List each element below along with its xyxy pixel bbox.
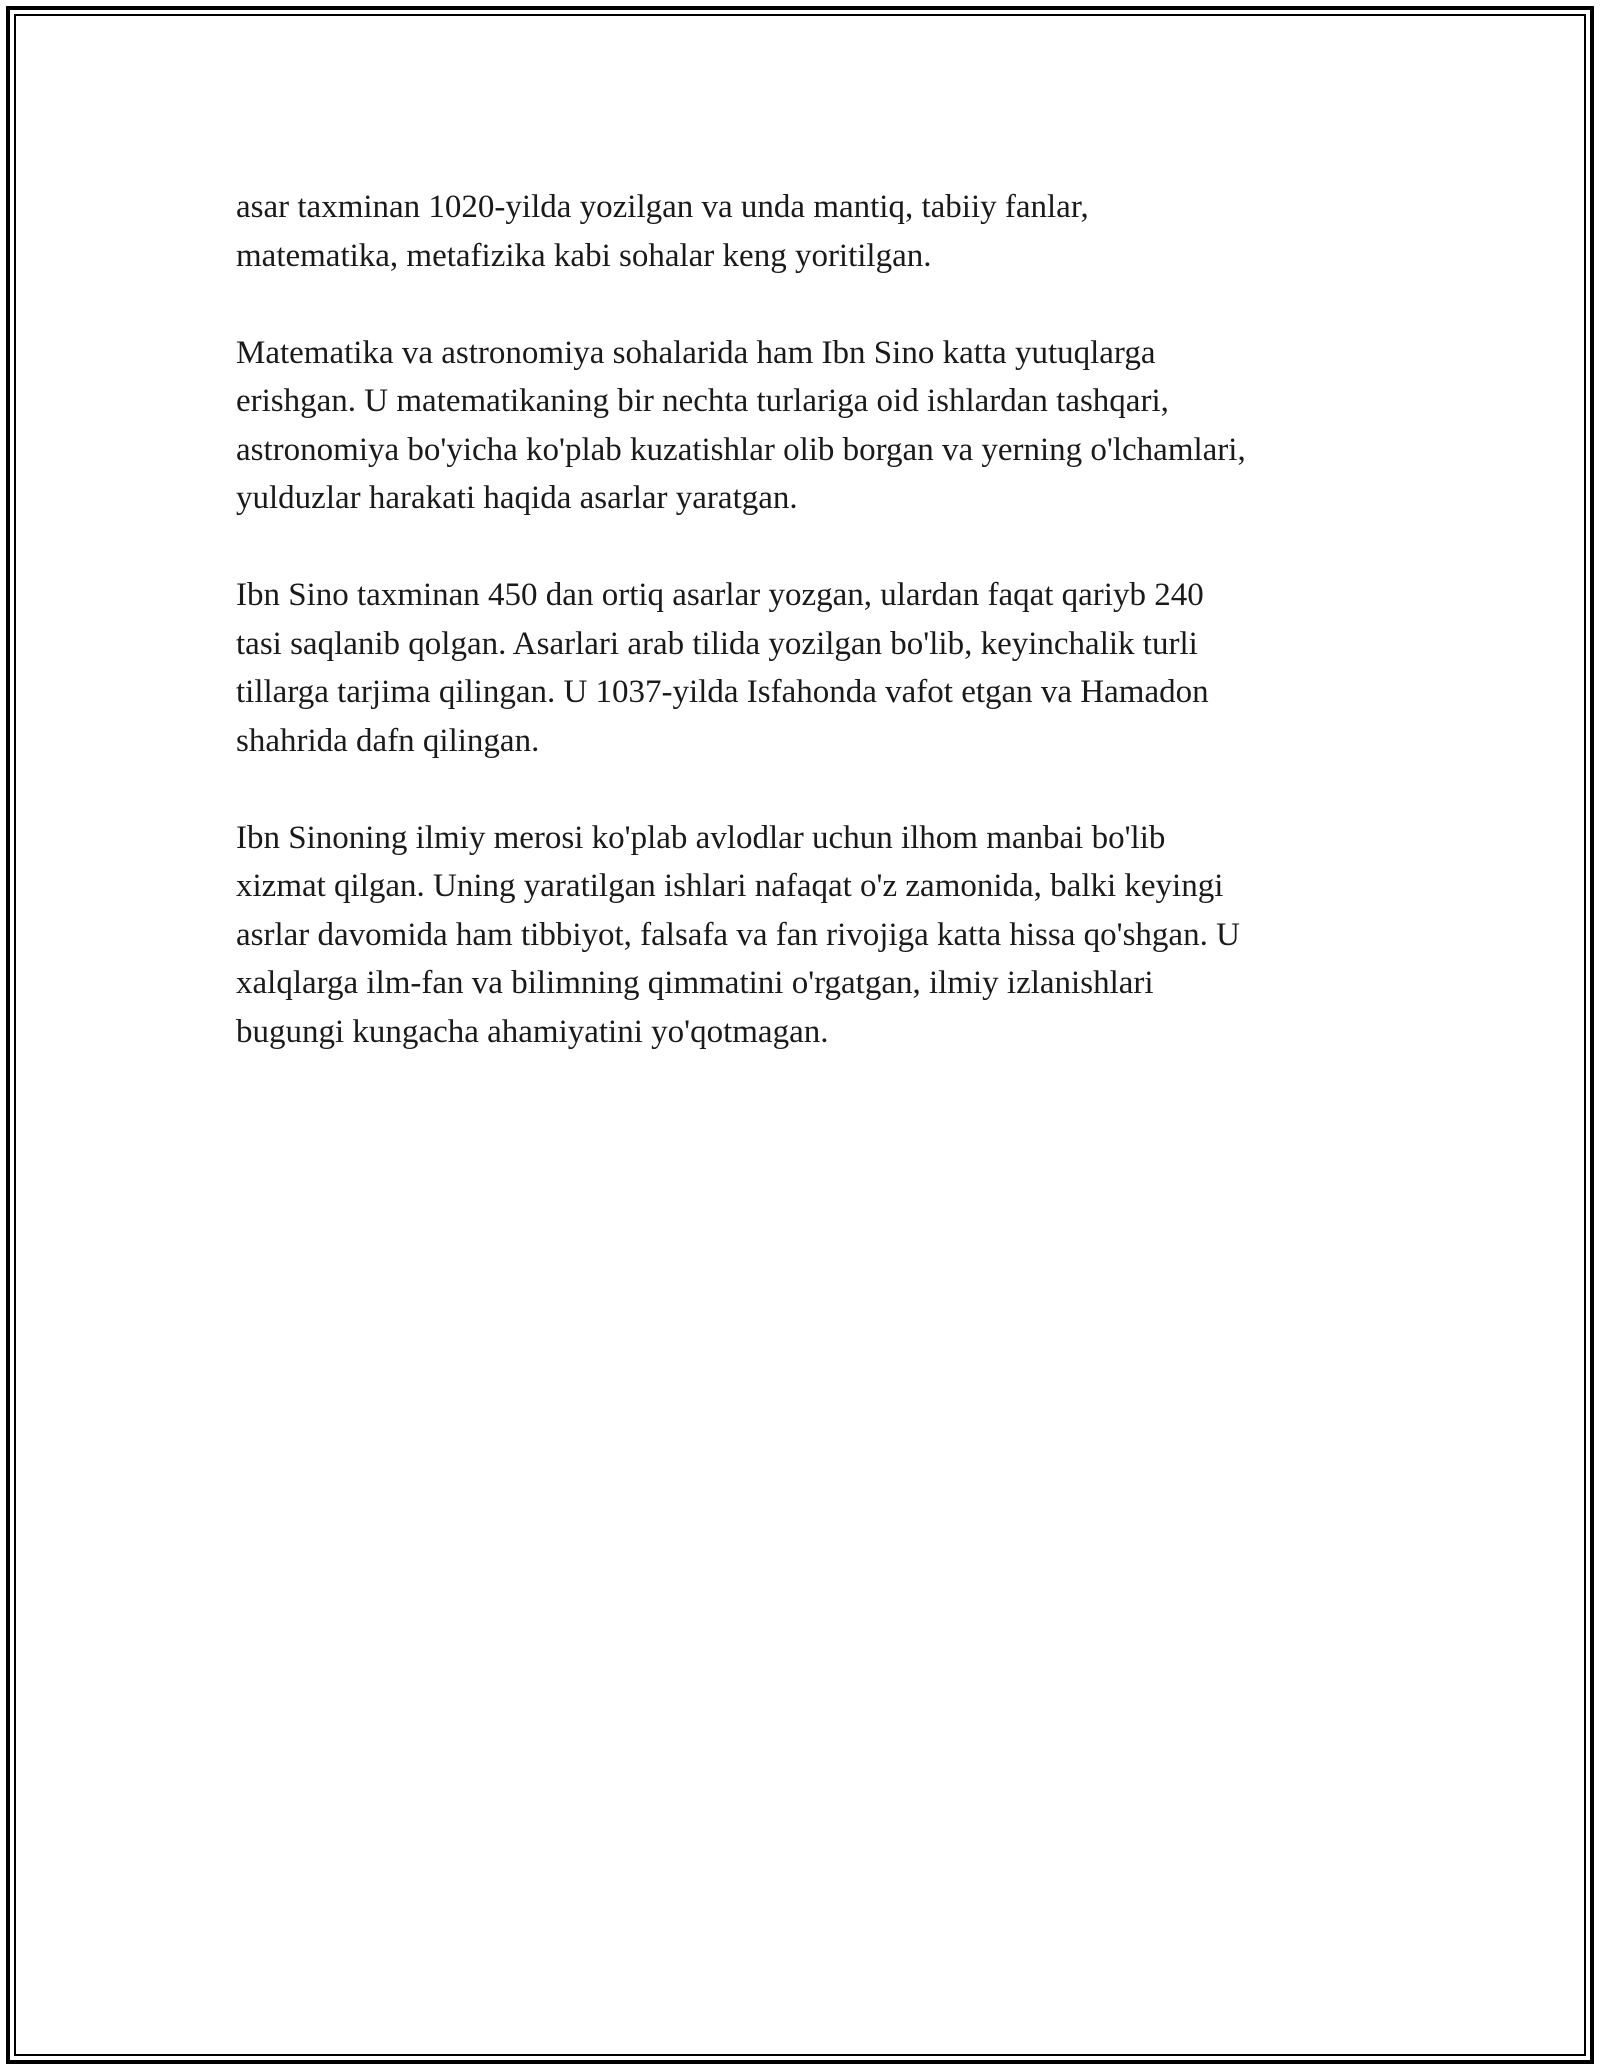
paragraph-1 (236, 183, 1376, 280)
text-line: asar taxminan 1020-yilda yozilgan va unda mantiq, tabiiy fanlar, (236, 189, 1089, 225)
text-line: Ibn Sinoning ilmiy merosi ko'plab avlodlar uchun ilhom manbai bo'lib (236, 819, 1166, 856)
text-line: Matematika va astronomiya sohalarida ham Ibn Sino katta yutuqlarga (236, 334, 1156, 371)
text-line: tasi saqlanib qolgan. Asarlari arab tilida yozilgan bo'lib, keyinchalik turli (236, 625, 1198, 662)
text-line: bugungi kungacha ahamiyatini yo'qotmagan. (236, 1013, 829, 1050)
text-line: matematika, metafizika kabi sohalar keng yoritilgan. (236, 237, 932, 274)
paragraph-2 (236, 329, 1376, 523)
text-line: xizmat qilgan. Uning yaratilgan ishlari nafaqat o'z zamonida, balki keyingi (236, 868, 1224, 904)
paragraph-4 (236, 814, 1376, 1057)
text-line: astronomiya bo'yicha ko'plab kuzatishlar olib borgan va yerning o'lchamlari, (236, 431, 1246, 468)
document-body (236, 183, 1376, 1056)
text-line: shahrida dafn qilingan. (236, 722, 540, 759)
text-line: erishgan. U matematikaning bir nechta turlariga oid ishlardan tashqari, (236, 383, 1169, 419)
text-line: yulduzlar harakati haqida asarlar yaratgan. (236, 480, 798, 516)
text-line: tillarga tarjima qilingan. U 1037-yilda Isfahonda vafot etgan va Hamadon (236, 674, 1209, 710)
text-line: Ibn Sino taxminan 450 dan ortiq asarlar yozgan, ulardan faqat qariyb 240 (236, 577, 1204, 613)
text-line: xalqlarga ilm-fan va bilimning qimmatini o'rgatgan, ilmiy izlanishlari (236, 965, 1154, 1001)
paragraph-3 (236, 571, 1376, 765)
text-line: asrlar davomida ham tibbiyot, falsafa va fan rivojiga katta hissa qo'shgan. U (236, 916, 1240, 953)
